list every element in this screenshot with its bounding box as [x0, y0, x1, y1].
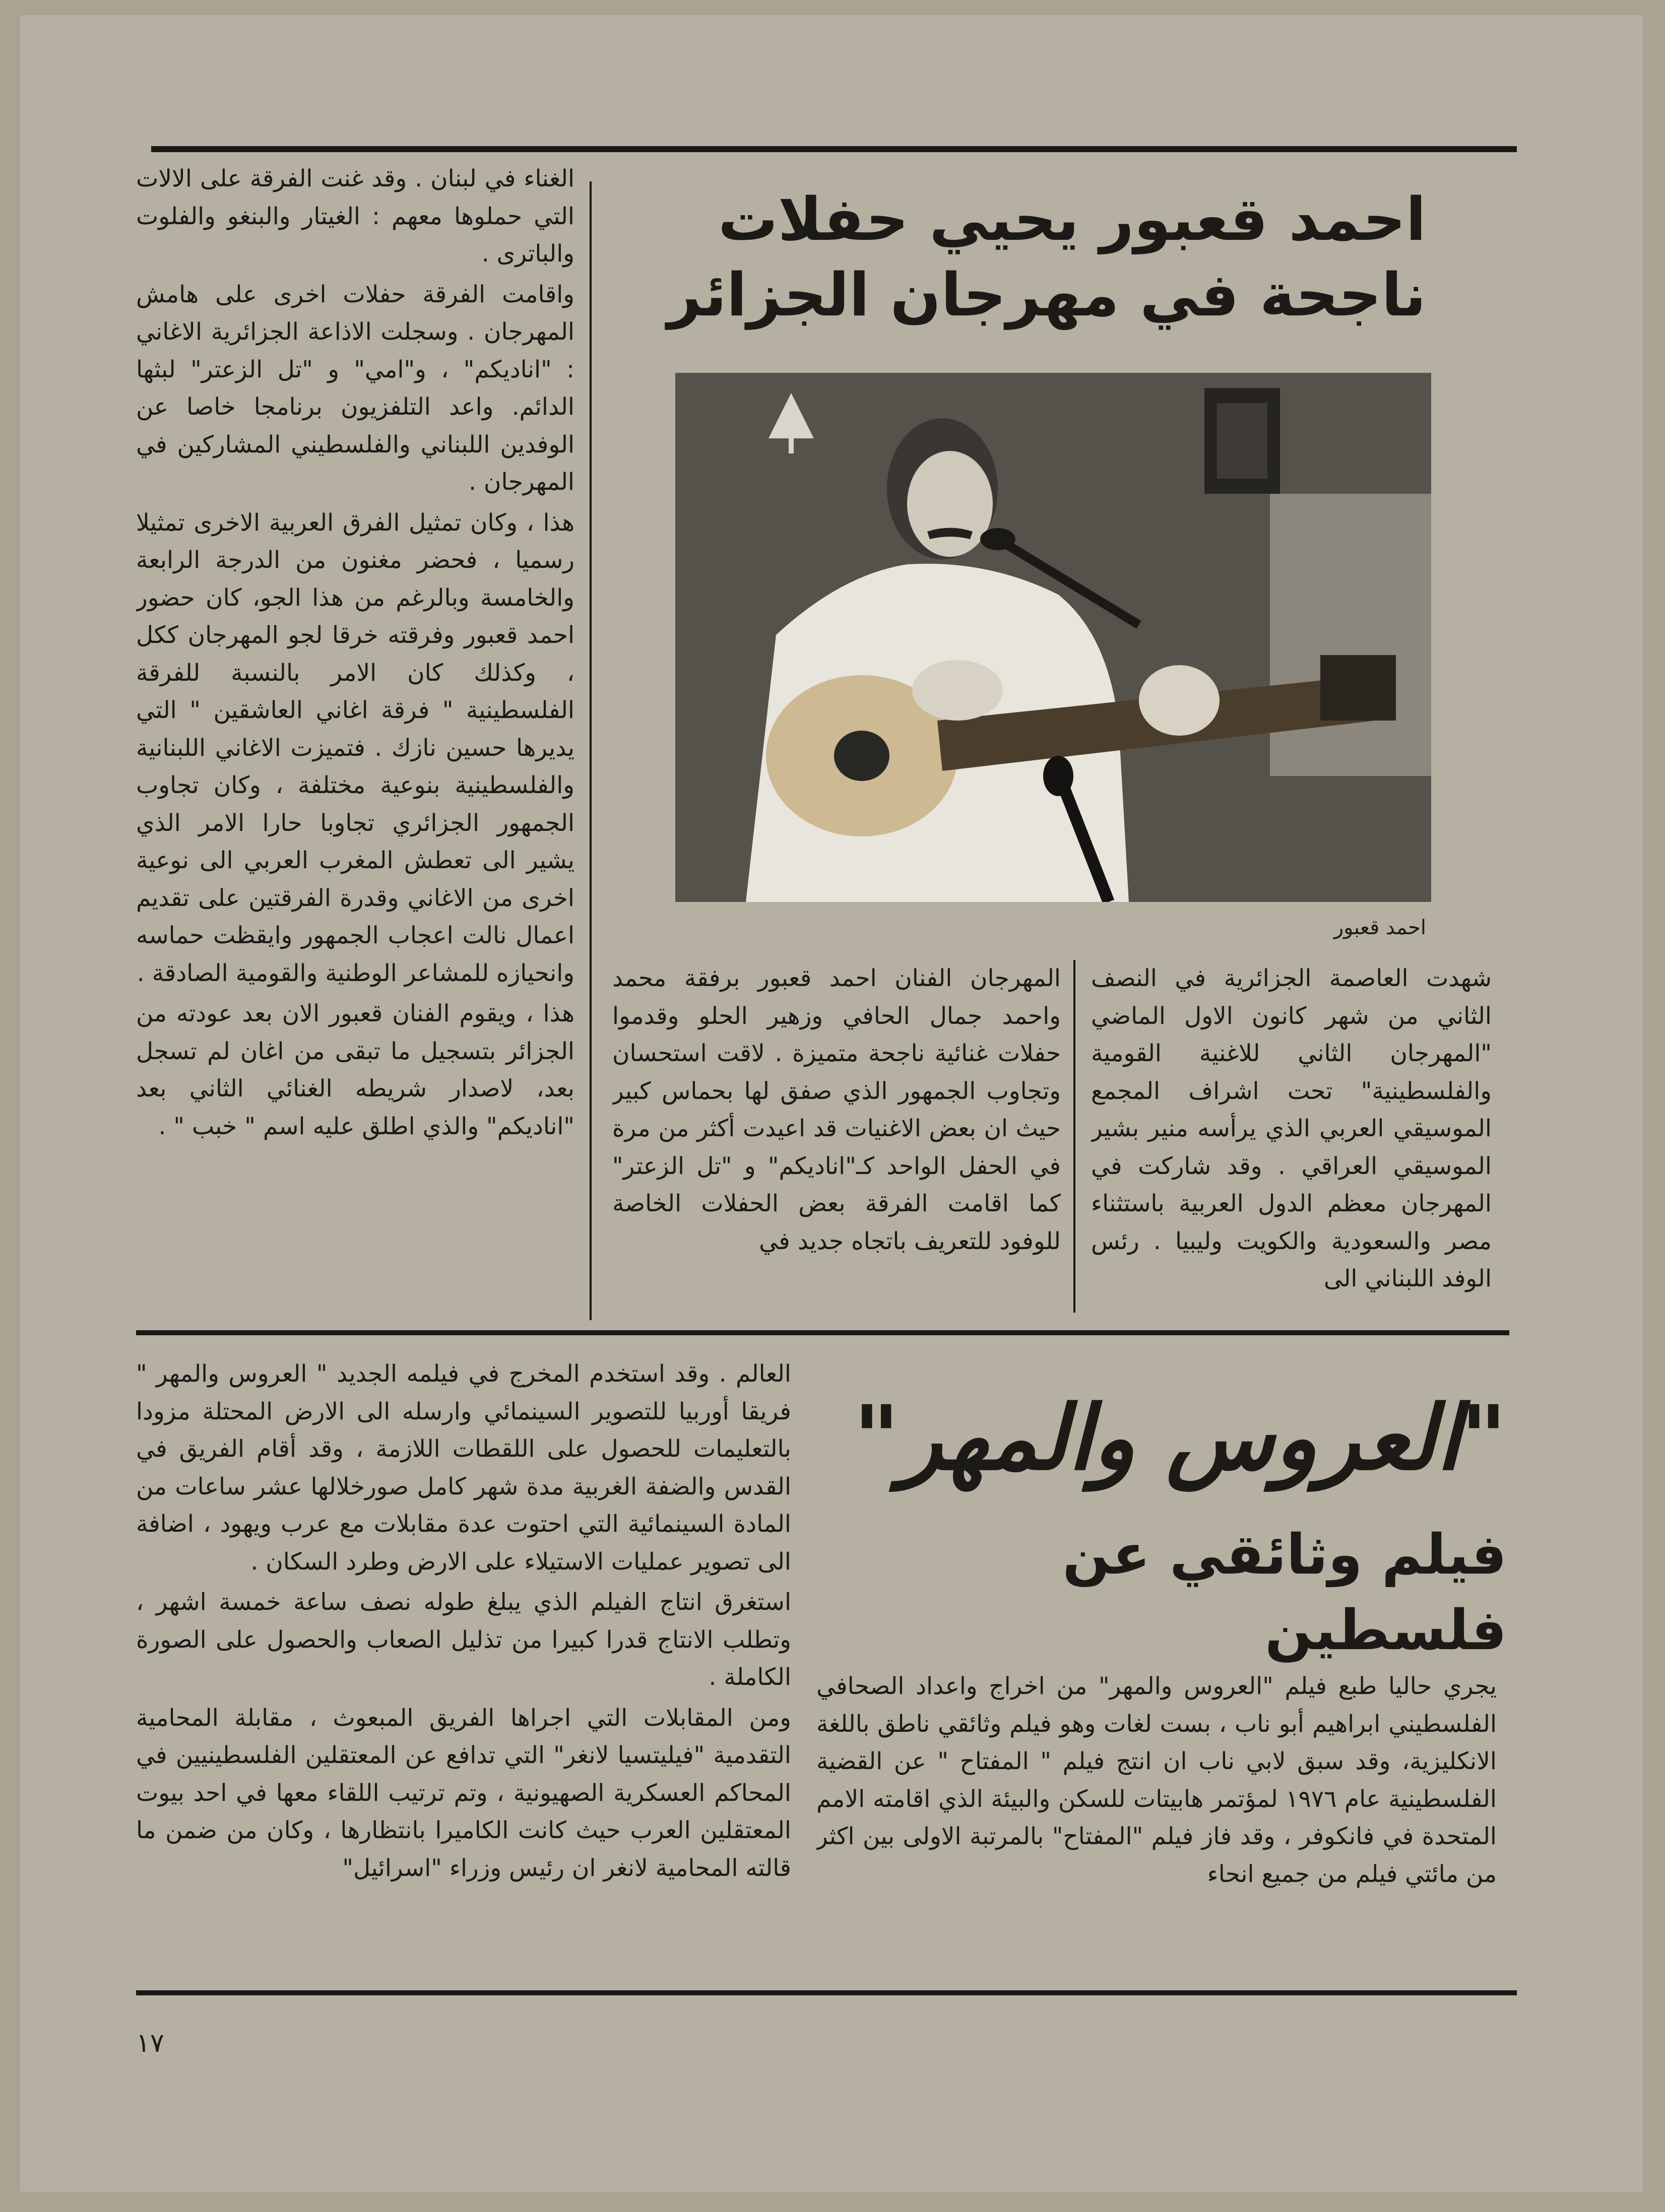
article1-column-right — [1091, 960, 1492, 1323]
article1-paragraph: واقامت الفرقة حفلات اخرى على هامش المهرجان . وسجلت الاذاعة الجزائرية الاغاني : "اناديكم" ، و"امي" و "تل الزعتر" لبثها الدائم. واعد التلفزيون برنامجا خاصا عن الوفدين اللبناني والفلسطيني المشاركين في المهرجان . — [136, 280, 574, 496]
article2-column-right — [816, 1668, 1497, 1970]
article2-headline-sub: فيلم وثائقي عن فلسطين — [1062, 1522, 1507, 1662]
article1-column-middle — [612, 960, 1061, 1323]
article2-column-left — [136, 1355, 791, 1973]
article2-headline-main: "العروس والمهر" — [853, 1387, 1507, 1490]
article1-headline — [630, 181, 1426, 333]
article1-column-left — [136, 160, 574, 1324]
article1-headline-line1: احمد قعبور يحيي حفلات — [718, 184, 1426, 254]
article1-paragraph: شهدت العاصمة الجزائرية في النصف الثاني من شهر كانون الاول الماضي "المهرجان الثاني للاغنية القومية والفلسطينية" تحت اشراف المجمع الموسيقي العربي الذي يرأسه منير بشير الموسيقي العراقي . وقد شاركت في المهرجان معظم الدول العربية باستثناء مصر والسعودية والكويت وليبيا . رئس الوفد اللبناني الى — [1091, 964, 1492, 1292]
middle-rule — [136, 1330, 1509, 1335]
article1-photo — [675, 373, 1431, 902]
article2-paragraph: العالم . وقد استخدم المخرج في فيلمه الجديد " العروس والمهر " فريقا أوربيا للتصوير السينمائي وارسله الى الارض المحتلة مزودا بالتعليمات للحصول على اللقطات اللازمة ، وقد أقام الفريق في القدس والضفة الغربية مدة شهر كامل صورخلالها عشر ساعات من المادة السينمائية التي احتوت عدة مقابلات مع عرب ويهود ، اضافة الى تصوير عمليات الاستيلاء على الارض وطرد السكان . — [136, 1360, 791, 1576]
article2-headline — [806, 1360, 1507, 1668]
article2-paragraph: ومن المقابلات التي اجراها الفريق المبعوث ، مقابلة المحامية التقدمية "فيليتسيا لانغر" التي تدافع عن المعتقلين الفلسطينيين في المحاكم العسكرية الصهيونية ، وتم ترتيب اللقاء معها في احد بيوت المعتقلين العرب حيث كانت الكاميرا بانتظارها ، وكان من ضمن ما قالته المحامية لانغر ان رئيس وزراء "اسرائيل" — [136, 1704, 791, 1882]
article1-paragraph: هذا ، ويقوم الفنان قعبور الان بعد عودته من الجزائر بتسجيل ما تبقى من اغان لم تسجل بعد، لاصدار شريطه الغنائي الثاني بعد "اناديكم" والذي اطلق عليه اسم " خبب " . — [136, 1000, 574, 1140]
singer-with-guitar-photo — [675, 373, 1431, 902]
top-rule — [151, 146, 1517, 152]
article2-paragraph: يجري حاليا طبع فيلم "العروس والمهر" من اخراج واعداد الصحافي الفلسطيني ابراهيم أبو ناب ، بست لغات وهو فيلم وثائقي ناطق باللغة الانكليزية، وقد سبق لابي ناب ان انتج فيلم " المفتاح " عن القضية الفلسطينية عام ١٩٧٦ لمؤتمر هابيتات للسكن والبيئة الذي اقامته الامم المتحدة في فانكوفر ، وقد فاز فيلم "المفتاح" بالمرتبة الاولى بين اكثر من مائتي فيلم من جميع انحاء — [816, 1672, 1497, 1888]
bottom-rule — [136, 1990, 1517, 1995]
photo-caption: احمد قعبور — [1333, 916, 1426, 939]
page-number: ١٧ — [136, 2028, 164, 2058]
article1-left-column-divider — [590, 181, 592, 1320]
article1-paragraph: المهرجان الفنان احمد قعبور برفقة محمد واحمد جمال الحافي وزهير الحلو وقدموا حفلات غنائية ناجحة متميزة . لاقت استحسان وتجاوب الجمهور الذي صفق لها بحماس كبير حيث ان بعض الاغنيات قد اعيدت أكثر من مرة في الحفل الواحد كـ"اناديكم" و "تل الزعتر" كما اقامت الفرقة بعض الحفلات الخاصة للوفود للتعريف باتجاه جديد في — [612, 964, 1061, 1255]
article1-headline-line2: ناجحة في مهرجان الجزائر — [667, 260, 1426, 330]
article1-paragraph: هذا ، وكان تمثيل الفرق العربية الاخرى تمثيلا رسميا ، فحضر مغنون من الدرجة الرابعة والخامسة وبالرغم من هذا الجو، كان حضور احمد قعبور وفرقته خرقا لجو المهرجان ككل ، وكذلك كان الامر بالنسبة للفرقة الفلسطينية " فرقة اغاني العاشقين " التي يديرها حسين نازك . فتميزت الاغاني اللبنانية والفلسطينية بنوعية مختلفة ، وكان تجاوب الجمهور الجزائري تجاوبا حارا الامر الذي يشير الى تعطش المغرب العربي الى نوعية اخرى من الاغاني وقدرة الفرقتين على تقديم اعمال نالت اعجاب الجمهور وايقظت حماسه وانحيازه للمشاعر الوطنية والقومية الصادقة . — [136, 508, 574, 987]
article2-paragraph: استغرق انتاج الفيلم الذي يبلغ طوله نصف ساعة خمسة اشهر ، وتطلب الانتاج قدرا كبيرا من تذليل الصعاب والحصول على الصورة الكاملة . — [136, 1588, 791, 1691]
article1-right-column-divider — [1073, 960, 1075, 1313]
article1-paragraph: الغناء في لبنان . وقد غنت الفرقة على الالات التي حملوها معهم : الغيتار والبنغو والفلوت والباترى . — [136, 165, 574, 268]
